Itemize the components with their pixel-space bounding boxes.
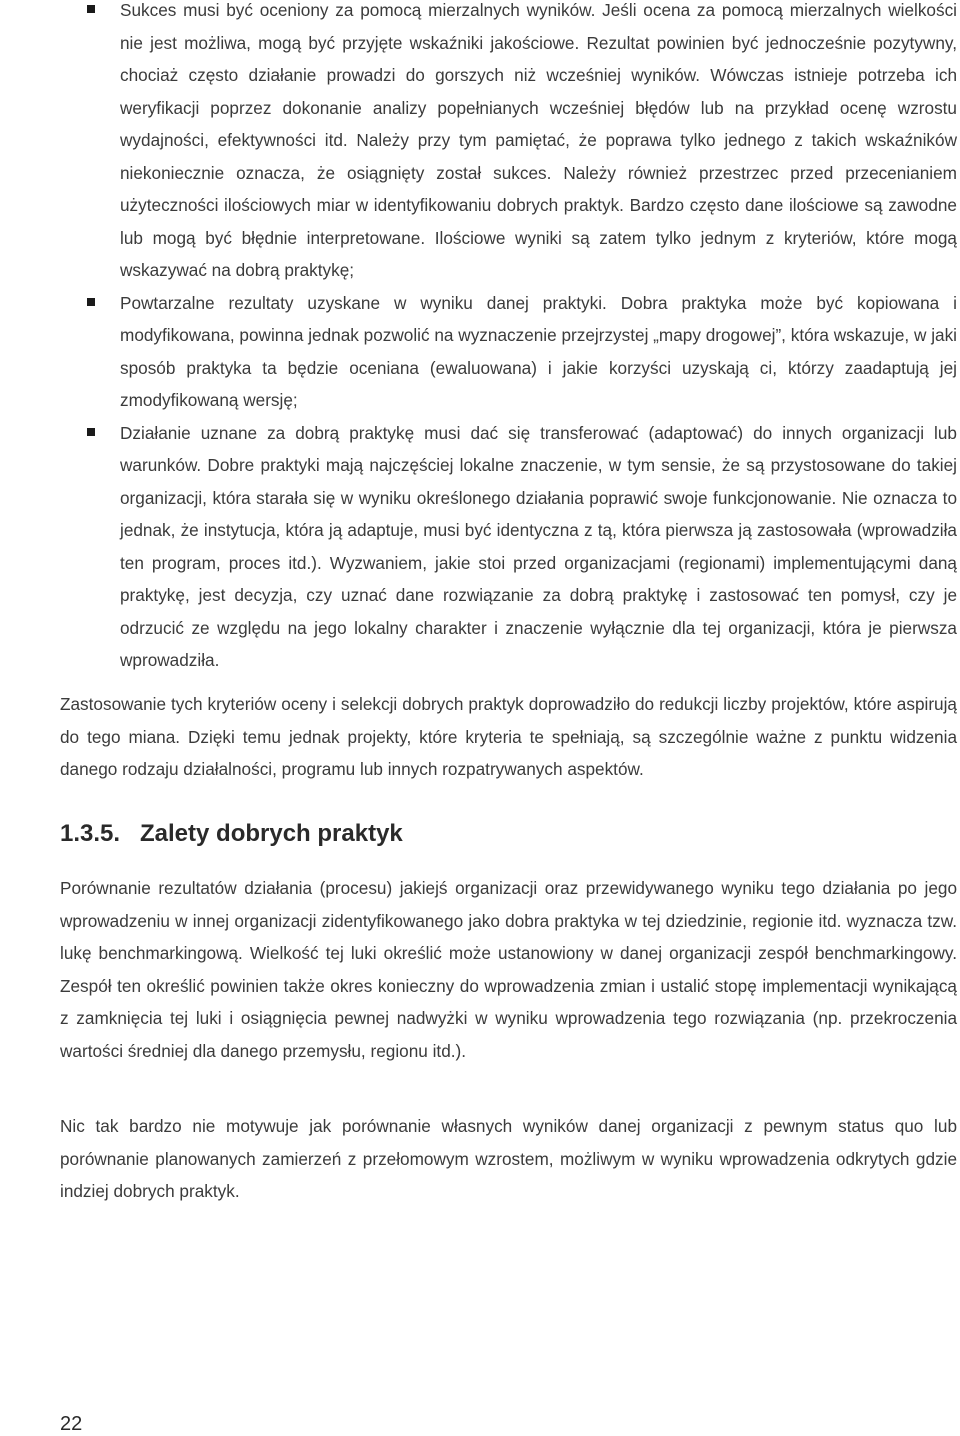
square-bullet-icon xyxy=(87,428,95,436)
bullet-item-transferability xyxy=(60,417,957,677)
body-paragraph-zastosowanie: Zastosowanie tych kryteriów oceny i selekcji dobrych praktyk doprowadziło do redukcji liczby projektów, które aspirują do tego miana. Dzięki temu jednak projekty, które kryteria te spełniają, są szczególnie ważne z punktu widzenia danego rodzaju działalności, programu lub innych rozpatrywanych aspektów. xyxy=(60,694,957,779)
page-number: 22 xyxy=(60,1413,83,1435)
bullet-item-measurable-results xyxy=(60,0,957,287)
body-paragraph-porownanie: Porównanie rezultatów działania (procesu) jakiejś organizacji oraz przewidywanego wyniku tego działania po jego wprowadzeniu w innej organizacji zidentyfikowanego jako dobra praktyka w tej dziedzinie, regionie itd. wyznacza tzw. lukę benchmarkingową. Wielkość tej luki określić może ustanowiony w danej organizacji zespół benchmarkingowy. Zespół ten określić powinien także okres konieczny do wprowadzenia zmian i ustalić stopę implementacji wynikającą z zamknięcia tej luki i osiągnięcia pewnej nadwyżki w wyniku wprowadzenia tego rozwiązania (np. przekroczenia wartości średniej dla danego przemysłu, regionu itd.). xyxy=(60,878,957,1061)
criteria-bullet-list xyxy=(60,0,957,677)
body-paragraph-nic: Nic tak bardzo nie motywuje jak porównanie własnych wyników danej organizacji z pewnym status quo lub porównanie planowanych zamierzeń z przełomowym wzrostem, możliwym w wyniku wprowadzenia odkrytych gdzie indziej dobrych praktyk. xyxy=(60,1116,957,1201)
bullet-text: Sukces musi być oceniony za pomocą mierzalnych wyników. Jeśli ocena za pomocą mierzalnych wielkości nie jest możliwa, mogą być przyjęte wskaźniki jakościowe. Rezultat powinien być jednocześnie pozytywny, chociaż często działanie prowadzi do gorszych niż wcześniej wyników. Wówczas istnieje potrzeba ich weryfikacji poprzez dokonanie analizy popełnianych wcześniej błędów lub na przykład ocenę wzrostu wydajności, efektywności itd. Należy przy tym pamiętać, że poprawa tylko jednego z takich wskaźników niekoniecznie oznacza, że osiągnięty został sukces. Należy również przestrzec przed przecenianiem użyteczności ilościowych miar w identyfikowaniu dobrych praktyk. Bardzo często dane ilościowe są zawodne lub mogą być błędnie interpretowane. Ilościowe wyniki są zatem tylko jednym z kryteriów, które mogą wskazywać na dobrą praktykę; xyxy=(120,0,957,280)
bullet-text: Działanie uznane za dobrą praktykę musi dać się transferować (adaptować) do innych organizacji lub warunków. Dobre praktyki mają najczęściej lokalne znaczenie, w tym sensie, że są przystosowane do takiej organizacji, która starała się w wyniku określonego działania poprawić swoje funkcjonowanie. Nie oznacza to jednak, że instytucja, która ją adaptuje, musi być identyczna z tą, która pierwsza ją zastosowała (wprowadziła ten program, proces itd.). Wyzwaniem, jakie stoi przed organizacjami (regionami) implementującymi daną praktykę, jest decyzja, czy uznać dane rozwiązanie za dobrą praktykę i zastosować ten pomysł, czy je odrzucić ze względu na jego lokalny charakter i znaczenie wyłącznie dla tej organizacji, która je pierwsza wprowadziła. xyxy=(120,422,957,670)
square-bullet-icon xyxy=(87,5,95,13)
section-number: 1.3.5. xyxy=(60,820,121,847)
bullet-item-repeatable-results xyxy=(60,287,957,417)
bullet-text: Powtarzalne rezultaty uzyskane w wyniku danej praktyki. Dobra praktyka może być kopiowana i modyfikowana, powinna jednak pozwolić na wyznaczenie przejrzystej „mapy drogowej”, która wskazuje, w jaki sposób praktyka ta będzie oceniana (ewaluowana) i jakie korzyści uzyskają ci, którzy zaadaptują jej zmodyfikowaną wersję; xyxy=(120,292,957,410)
square-bullet-icon xyxy=(87,298,95,306)
section-title: Zalety dobrych praktyk xyxy=(140,820,403,847)
section-heading xyxy=(60,820,957,848)
